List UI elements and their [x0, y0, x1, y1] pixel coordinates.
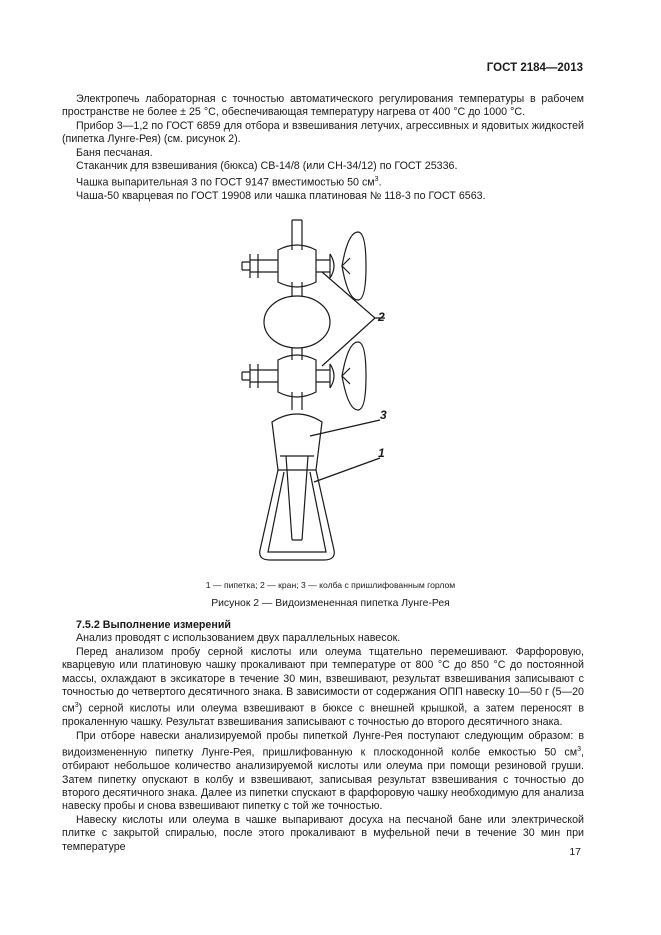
section-title: 7.5.2 Выполнение измерений [76, 619, 231, 631]
figure-label-1: 1 [378, 446, 385, 460]
lunge-rey-pipette-figure [180, 210, 410, 570]
paragraph: Электропечь лабораторная с точностью автоматического регулирования температуры в рабочем пространстве не более ± 25 °С, обеспечивающая температуру нагрева от 400 °С до 1000 °С. [62, 93, 584, 119]
document-id: ГОСТ 2184—2013 [486, 62, 583, 74]
superscript: 3 [74, 702, 79, 710]
paragraph-text: ) серной кислоты или олеума взвешивают в бюксе с внешней крышкой, а затем переносят в прокаленную чашку. Результат взвешивания записывают с точностью до второго десятичного знака. [62, 703, 584, 729]
paragraph [62, 730, 584, 814]
paragraph: Анализ проводят с использованием двух параллельных навесок. [76, 632, 401, 645]
figure-legend: 1 — пипетка; 2 — кран; 3 — колба с пришлифованным горлом [205, 580, 456, 590]
paragraph: Стаканчик для взвешивания (бюкса) СВ-14/8 (или СН-34/12) по ГОСТ 25336. [76, 160, 458, 173]
paragraph: Прибор 3—1,2 по ГОСТ 6859 для отбора и взвешивания летучих, агрессивных и ядовитых жидкостей (пипетка Лунге-Рея) (см. рисунок 2). [62, 119, 584, 146]
paragraph-text: , отбирают небольшое количество анализируемой кислоты или олеума при помощи резиновой груши. Затем пипетку опускают в колбу и взвешивают, записывая результат взвешивания с точностью до второго десятичного знака. Далее из пипетки спускают в фарфоровую чашку необходимую для анализа навеску пробы и снова взвешивают пипетку с той же точностью. [62, 746, 584, 813]
paragraph-text: Чашка выпарительная 3 по ГОСТ 9147 вместимостью 50 см [76, 177, 375, 189]
paragraph: Навеску кислоты или олеума в чашке выпаривают досуха на песчаной бане или электрической плитке с закрытой спиралью, после этого прокаливают в муфельной печи в течение 30 мин при температуре [62, 813, 584, 853]
paragraph: Чашка выпарительная 3 по ГОСТ 9147 вместимостью 50 $см^3$. [76, 176, 382, 189]
paragraph: Чаша-50 кварцевая по ГОСТ 19908 или чашка платиновая № 118-3 по ГОСТ 6563. [76, 190, 486, 203]
paragraph: Баня песчаная. [76, 146, 153, 159]
equipment-list [62, 93, 584, 204]
page-number: 17 [569, 846, 581, 858]
superscript: 3 [577, 746, 582, 754]
figure-label-3: 3 [380, 408, 387, 422]
figure-caption: Рисунок 2 — Видоизмененная пипетка Лунге-Рея [211, 598, 450, 609]
paragraph [62, 646, 584, 730]
paragraph-text: Перед анализом пробу серной кислоты или олеума тщательно перемешивают. Фарфоровую, кварцевую или платиновую чашку прокаливают при температуре от 800 °С до 850 °С до постоянной массы, охлаждают в эксикаторе в течение 30 мин, взвешивают, результат взвешивания записывают с точностью до четвертого десятичного знака. В зависимости от содержания ОПП навеску 10—50 г (5—20 см [62, 645, 584, 715]
section-body [62, 619, 584, 854]
paragraph-text: При отборе навески анализируемой пробы пипеткой Лунге-Рея поступают следующим образом: в видоизмененную пипетку Лунге-Рея, пришлифованную к плоскодонной колбе емкостью 50 см [62, 729, 584, 759]
superscript: 3 [374, 176, 379, 184]
figure-label-2: 2 [378, 310, 385, 324]
